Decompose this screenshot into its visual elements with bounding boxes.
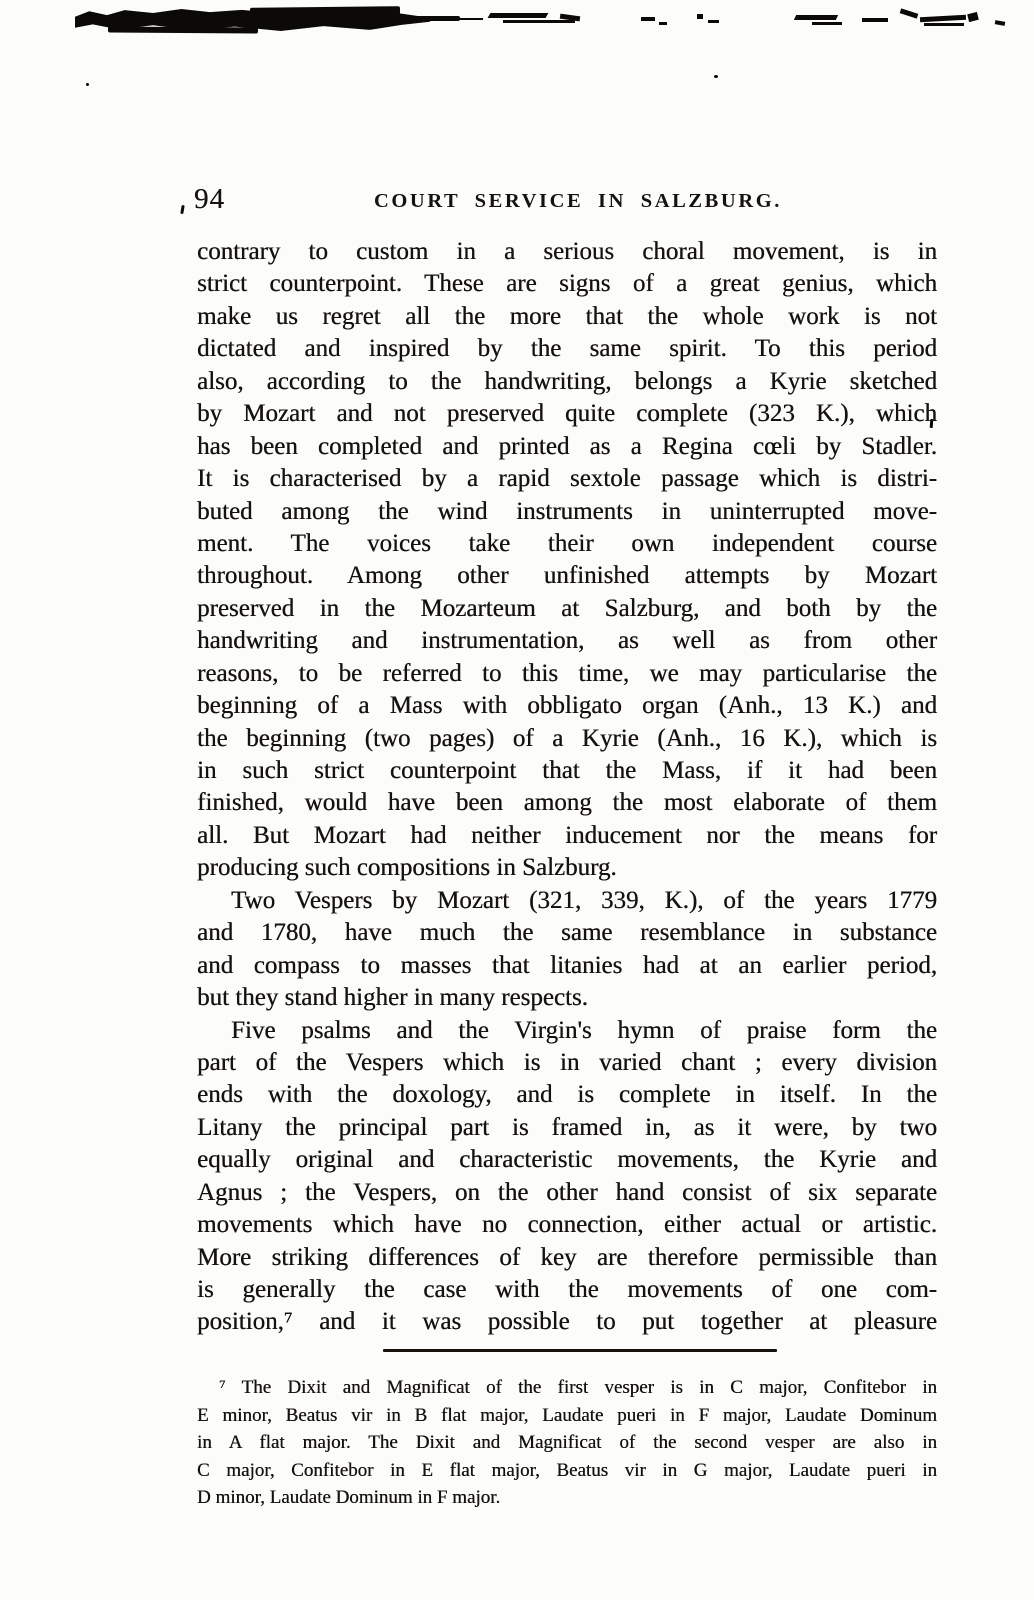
text-line: Litany the principal part is framed in, as it were, by two xyxy=(197,1113,937,1141)
text-line: contrary to custom in a serious choral movement, is in xyxy=(197,238,937,265)
text-line: throughout. Among other unfinished attempts by Mozart xyxy=(197,562,937,590)
text-line: all. But Mozart had neither inducement nor the means for xyxy=(197,821,937,849)
scan-smudge xyxy=(967,12,979,22)
text-line: dictated and inspired by the same spirit. To this period xyxy=(197,335,937,363)
text-line: strict counterpoint. These are signs of a great genius, which xyxy=(197,270,937,298)
scan-smudge xyxy=(920,15,966,22)
text-line: beginning of a Mass with obbligato organ (Anh., 13 K.) and xyxy=(197,692,937,720)
scan-smudge xyxy=(995,20,1006,26)
text-line: buted among the wind instruments in uninterrupted move- xyxy=(197,497,937,525)
scan-smudge xyxy=(400,16,460,21)
text-line: and compass to masses that litanies had at an earlier period, xyxy=(197,951,937,979)
scan-smudge xyxy=(924,23,964,26)
text-line: the beginning (two pages) of a Kyrie (Anh., 16 K.), which is xyxy=(197,724,937,752)
scan-speck xyxy=(180,205,185,214)
scan-smudge xyxy=(488,13,549,18)
footnote-separator-rule xyxy=(383,1349,777,1352)
running-header-title: COURT SERVICE IN SALZBURG. xyxy=(373,190,783,212)
body-text xyxy=(197,236,937,1339)
scan-smudge xyxy=(697,14,703,19)
text-line: by Mozart and not preserved quite complete (323 K.), which xyxy=(197,400,937,428)
footnote-block xyxy=(197,1374,937,1512)
scan-speck xyxy=(86,83,89,86)
text-line: producing such compositions in Salzburg. xyxy=(197,854,617,882)
scan-smudge xyxy=(455,18,483,20)
text-line: movements which have no connection, either actual or artistic. xyxy=(197,1211,937,1239)
footnote-line: E minor, Beatus vir in B flat major, Laudate pueri in F major, Laudate Dominum xyxy=(197,1404,937,1426)
scan-smudge xyxy=(250,6,400,17)
footnote-line: D minor, Laudate Dominum in F major. xyxy=(197,1487,501,1508)
text-line: Agnus ; the Vespers, on the other hand consist of six separate xyxy=(197,1178,937,1206)
text-line: More striking differences of key are therefore permissible than xyxy=(197,1243,937,1271)
scan-smudge xyxy=(641,17,655,21)
scan-smudge xyxy=(812,22,842,25)
text-line: Five psalms and the Virgin's hymn of praise form the xyxy=(231,1016,937,1044)
scan-smudge xyxy=(108,26,258,33)
footnote-line: C major, Confitebor in E flat major, Beatus vir in G major, Laudate pueri in xyxy=(197,1459,937,1481)
scan-smudge xyxy=(794,15,838,20)
scan-speck xyxy=(714,75,718,78)
text-line: in such strict counterpoint that the Mass, if it had been xyxy=(197,757,937,784)
scan-smudge xyxy=(862,18,888,22)
text-line: ends with the doxology, and is complete in itself. In the xyxy=(197,1081,937,1109)
text-line: but they stand higher in many respects. xyxy=(197,984,588,1012)
page-number: 94 xyxy=(194,183,225,215)
text-line: equally original and characteristic movements, the Kyrie and xyxy=(197,1146,937,1174)
scan-smudge xyxy=(708,20,719,23)
footnote-line: ⁷ The Dixit and Magnificat of the first vesper is in C major, Confitebor in xyxy=(219,1377,937,1398)
text-line: ment. The voices take their own independent course xyxy=(197,529,937,557)
scan-smudge xyxy=(900,8,919,18)
footnote-line: in A flat major. The Dixit and Magnificat of the second vesper are also in xyxy=(197,1432,937,1453)
text-line: reasons, to be referred to this time, we may particularise the xyxy=(197,659,937,687)
text-line: also, according to the handwriting, belongs a Kyrie sketched xyxy=(197,367,937,395)
text-line: position,⁷ and it was possible to put together at pleasure xyxy=(197,1308,937,1336)
text-line: part of the Vespers which is in varied chant ; every division xyxy=(197,1048,937,1076)
text-line: is generally the case with the movements of one com- xyxy=(197,1276,937,1303)
scan-smudge xyxy=(503,20,575,23)
text-line: make us regret all the more that the whole work is not xyxy=(197,302,937,330)
text-line: It is characterised by a rapid sextole passage which is distri- xyxy=(197,465,937,493)
scan-smudge xyxy=(659,22,667,25)
text-line: Two Vespers by Mozart (321, 339, K.), of the years 1779 xyxy=(231,886,937,914)
text-line: handwriting and instrumentation, as well as from other xyxy=(197,627,937,655)
text-line: and 1780, have much the same resemblance in substance xyxy=(197,919,937,947)
text-line: preserved in the Mozarteum at Salzburg, and both by the xyxy=(197,594,937,622)
text-line: finished, would have been among the most elaborate of them xyxy=(197,789,937,817)
text-line: has been completed and printed as a Regina cœli by Stadler. xyxy=(197,432,937,460)
